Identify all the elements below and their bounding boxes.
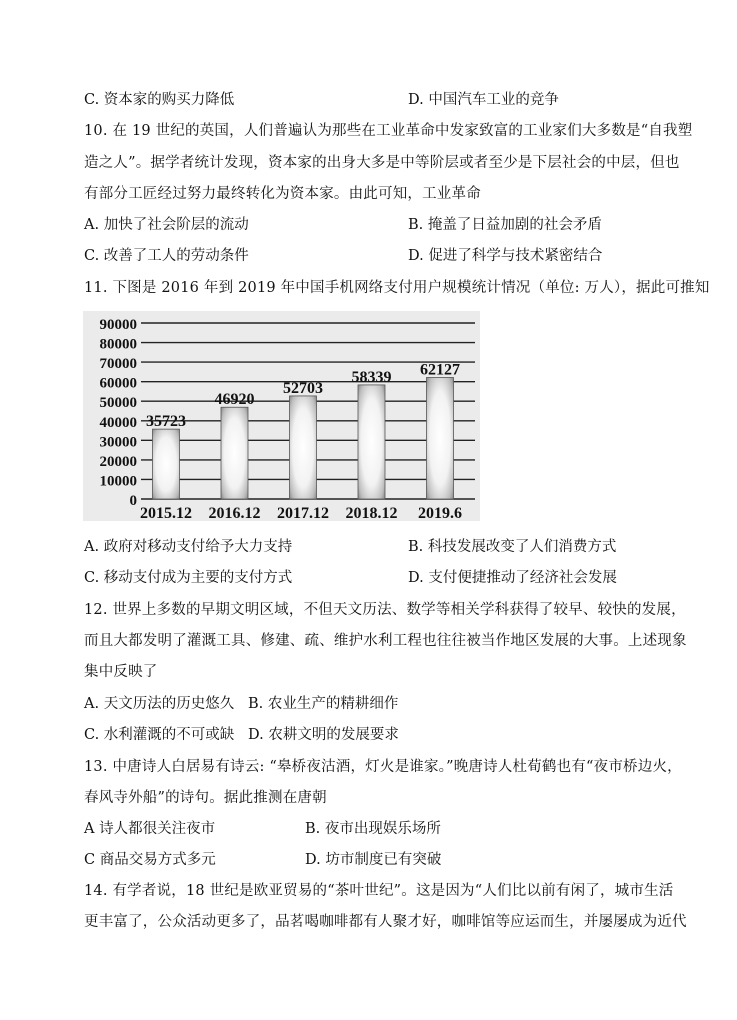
option-a: A. 天文历法的历史悠久 — [84, 696, 235, 712]
y-tick-label: 80000 — [99, 336, 137, 353]
question-stem-line: 10. 在 19 世纪的英国，人们普遍认为那些在工业革命中发家致富的工业家们大多数是“自我塑 — [84, 123, 693, 139]
option-c: C. 移动支付成为主要的支付方式 — [84, 570, 293, 586]
bar — [153, 429, 180, 499]
question-stem-line: 有部分工匠经过努力最终转化为资本家。由此可知，工业革命 — [84, 186, 481, 202]
bar-value-label: 52703 — [283, 379, 323, 397]
option-c: C. 改善了工人的劳动条件 — [84, 248, 249, 264]
y-tick-label: 70000 — [99, 356, 137, 373]
option-d: D. 坊市制度已有突破 — [305, 852, 442, 868]
bar — [290, 396, 317, 499]
x-tick-label: 2016.12 — [208, 505, 261, 521]
option-d: D. 支付便捷推动了经济社会发展 — [408, 570, 617, 586]
question-stem-line: 11. 下图是 2016 年到 2019 年中国手机网络支付用户规模统计情况（单位: 万人），据此可推知 — [84, 280, 710, 296]
x-tick-label: 2017.12 — [277, 505, 329, 521]
y-tick-label: 40000 — [99, 414, 137, 431]
bar — [427, 378, 454, 499]
y-tick-label: 20000 — [99, 453, 137, 470]
option-c: C. 水利灌溉的不可或缺 — [84, 727, 235, 743]
q9-option-d: D. 中国汽车工业的竞争 — [408, 92, 559, 108]
option-b: B. 农业生产的精耕细作 — [248, 696, 399, 712]
question-stem-line: 13. 中唐诗人白居易有诗云: “皋桥夜沽酒，灯火是谁家。”晚唐诗人杜荀鹤也有“夜市桥边火， — [84, 759, 682, 775]
bar-value-label: 46920 — [214, 391, 255, 409]
bar-value-label: 58339 — [351, 368, 392, 386]
option-a: A 诗人都很关注夜市 — [84, 821, 216, 837]
question-stem-line: 集中反映了 — [84, 664, 158, 680]
q9-option-c: C. 资本家的购买力降低 — [84, 92, 235, 108]
y-tick-label: 0 — [129, 493, 137, 509]
question-stem-line: 更丰富了，公众活动更多了，品茗喝咖啡都有人聚才好，咖啡馆等应运而生，并屡屡成为近代 — [84, 914, 687, 930]
option-b: B. 科技发展改变了人们消费方式 — [408, 539, 617, 555]
question-stem-line: 12. 世界上多数的早期文明区域，不但天文历法、数学等相关学科获得了较早、较快的发展， — [84, 602, 686, 618]
y-tick-label: 90000 — [99, 317, 137, 333]
option-d: D. 农耕文明的发展要求 — [248, 727, 399, 743]
question-stem-line: 14. 有学者说，18 世纪是欧亚贸易的“茶叶世纪”。这是因为“人们比以前有闲了，城市生活 — [84, 883, 674, 899]
y-tick-label: 10000 — [99, 473, 137, 490]
option-a: A. 加快了社会阶层的流动 — [84, 217, 249, 233]
y-tick-label: 50000 — [99, 395, 137, 412]
option-b: B. 掩盖了日益加剧的社会矛盾 — [408, 217, 602, 233]
option-a: A. 政府对移动支付给予大力支持 — [84, 539, 293, 555]
question-stem-line: 造之人”。据学者统计发现，资本家的出身大多是中等阶层或者至少是下层社会的中层，但也 — [84, 155, 680, 171]
x-tick-label: 2019.6 — [418, 505, 462, 521]
question-stem-line: 而且大都发明了灌溉工具、修建、疏、维护水利工程也往往被当作地区发展的大事。上述现象 — [84, 633, 687, 649]
bar — [358, 385, 385, 499]
option-c: C 商品交易方式多元 — [84, 852, 216, 868]
y-tick-label: 60000 — [99, 375, 137, 392]
x-tick-label: 2018.12 — [345, 505, 398, 521]
question-stem-line: 春风寺外船”的诗句。据此推测在唐朝 — [84, 790, 327, 806]
y-tick-label: 30000 — [99, 434, 137, 451]
bar-value-label: 35723 — [146, 413, 186, 431]
bar — [221, 407, 248, 499]
bar-value-label: 62127 — [420, 361, 460, 379]
option-d: D. 促进了科学与技术紧密结合 — [408, 248, 603, 264]
user-scale-bar-chart — [83, 311, 480, 521]
option-b: B. 夜市出现娱乐场所 — [305, 821, 441, 837]
x-tick-label: 2015.12 — [140, 505, 192, 521]
